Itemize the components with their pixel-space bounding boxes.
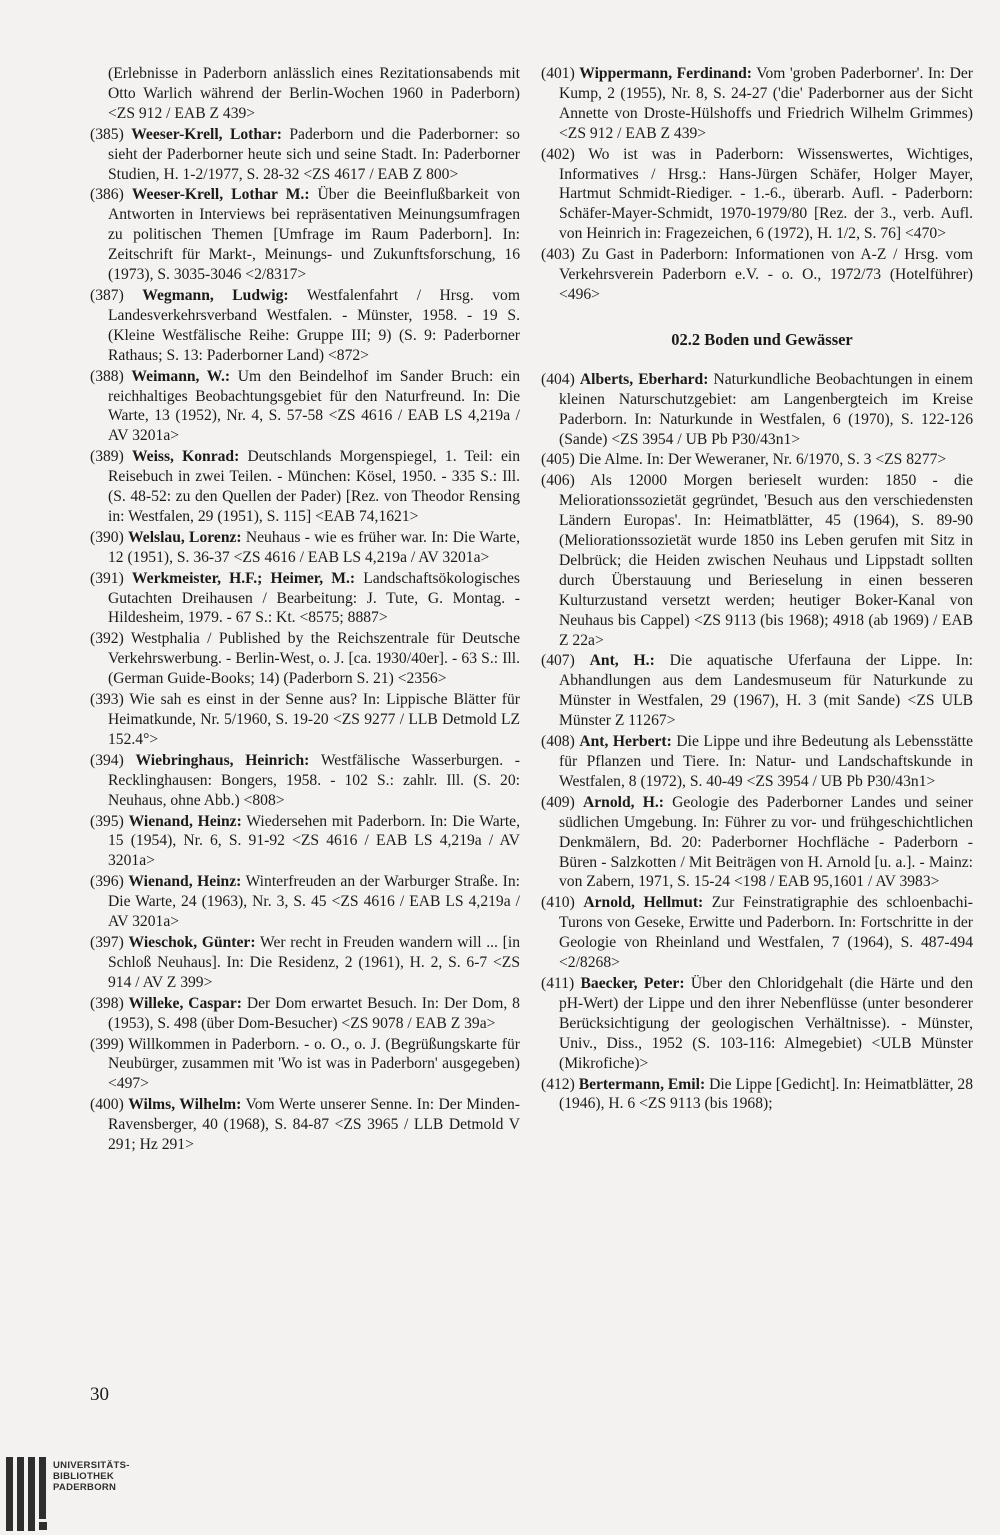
entry-number: (401): [541, 65, 575, 82]
entry-text: Geologie des Paderborner Landes und seiner südlichen Umgebung. In: Führer zu vor- und frühgeschichtlichen Denkmälern, Bd. 20: Paderborner Hochfläche - Paderborn - Büren - Salzkotten / Mit Beiträgen von H. Arnold [u. a.]. - Mainz: von Zabern, 1971, S. 15-24 <198 / EAB 95,1601 / AV 3983>: [559, 793, 973, 891]
entry-text: Naturkundliche Beobachtungen in einem kleinen Naturschutzgebiet: am Langenbergteich im Kreise Paderborn. In: Naturkunde in Westfalen, 6 (1970), S. 122-126 (Sande) <ZS 3954 / UB Pb P30/43n1>: [559, 370, 973, 448]
bibliography-entry: [541, 245, 973, 305]
bibliography-entry: [90, 629, 520, 689]
entry-author: Welslau, Lorenz:: [128, 528, 242, 546]
bibliography-entry: [90, 367, 520, 447]
bibliography-entry: [90, 1095, 520, 1155]
entry-text: Die Lippe und ihre Bedeutung als Lebensstätte für Pflanzen und Tiere. In: Natur- und Landschaftskunde in Westfalen, 8 (1972), S. 40-49 <ZS 3954 / UB Pb P30/43n1>: [559, 733, 974, 790]
bibliography-entry: [541, 974, 973, 1074]
entry-author: Weeser-Krell, Lothar:: [131, 125, 282, 143]
entry-number: (410): [541, 894, 575, 912]
entry-text: Willkommen in Paderborn. - o. O., o. J. (Begrüßungskarte für Neubürger, zusammen mit 'Wo ist was in Paderborn' ausgegeben) <497>: [108, 1035, 520, 1093]
entry-text: Neuhaus - wie es früher war. In: Die Warte, 12 (1951), S. 36-37 <ZS 4616 / EAB LS 4,219a / AV 3201a>: [108, 528, 520, 566]
bibliography-entry: [541, 145, 973, 245]
entry-number: (395): [90, 812, 124, 830]
entry-number: (390): [90, 528, 124, 546]
entry-number: (387): [90, 286, 124, 304]
entry-text: Als 12000 Morgen berieselt wurden: 1850 - die Meliorationssozietät gegründet, 'Besuch aus den verschiedensten Ländern Europas'. In: Heimatblätter, 45 (1964), S. 89-90 (Meliorationssozietät wurde 1850 ins Leben gerufen mit Sitz in Delbrück; die Heiden zwischen Neuhaus und Lippstadt sollten durch Überstauung und Berieselung in einen besseren Kulturzustand versetzt werden; heutiger Boker-Kanal von Neuhaus bis Cappel) <ZS 9113 (bis 1968); 4918 (ab 1969) / EAB Z 22a>: [559, 472, 973, 649]
entry-number: (398): [90, 994, 124, 1012]
entry-text: Über die Beeinflußbarkeit von Antworten in Interviews bei repräsentativen Meinungsumfragen zu politischen Themen [Umfrage im Raum Paderborn]. In: Zeitschrift für Markt-, Meinungs- und Zukunftsforschung, 16 (1973), S. 3035-3046 <2/8317>: [108, 186, 520, 284]
section-heading: 02.2 Boden und Gewässer: [671, 329, 853, 349]
entry-text: Zur Feinstratigraphie des schloenbachi-Turons von Geseke, Erwitte und Paderborn. In: Fortschritte in der Geologie von Rheinland und Westfalen, 7 (1964), S. 487-494 <2/8268>: [559, 894, 973, 972]
entry-author: Bertermann, Emil:: [578, 1075, 706, 1093]
entry-text: Winterfreuden an der Warburger Straße. In: Die Warte, 24 (1963), Nr. 3, S. 45 <ZS 4616 / EAB LS 4,219a / AV 3201a>: [108, 873, 520, 931]
entry-text: Westphalia / Published by the Reichszentrale für Deutsche Verkehrswerbung. - Berlin-West, o. J. [ca. 1930/40er]. - 63 S.: Ill. (German Guide-Books; 14) (Paderborn S. 21) <2356>: [108, 630, 520, 688]
entry-text: Wie sah es einst in der Senne aus? In: Lippische Blätter für Heimatkunde, Nr. 5/1960, S. 19-20 <ZS 9277 / LLB Detmold LZ 152.4°>: [108, 691, 520, 748]
entry-number: (408): [541, 733, 575, 751]
entry-text: Die aquatische Uferfauna der Lippe. In: Abhandlungen aus dem Landesmuseum für Naturkunde zu Münster in Westfalen, 29 (1967), H. 3 (mit Sande) <ZS ULB Münster Z 11267>: [559, 652, 973, 730]
entry-author: Ant, H.:: [589, 652, 655, 670]
bibliography-entry: [541, 471, 973, 650]
bibliography-entry: [541, 793, 973, 893]
left-column: [90, 64, 520, 1156]
bibliography-entry: [90, 569, 520, 629]
entry-text: Vom Werte unserer Senne. In: Der Minden-Ravensberger, 40 (1968), S. 84-87 <ZS 3965 / LLB Detmold V 291; Hz 291>: [108, 1096, 521, 1154]
entry-number: (396): [90, 873, 124, 891]
entry-number: (397): [90, 933, 124, 951]
entry-author: Wippermann, Ferdinand:: [579, 65, 752, 82]
logo-dot-icon: [39, 1522, 47, 1530]
entry-author: Weimann, W.:: [131, 367, 231, 385]
bibliography-entry: [90, 125, 520, 185]
entry-number: (393): [90, 691, 124, 709]
logo-text: UNIVERSITÄTS- BIBLIOTHEK PADERBORN: [53, 1460, 130, 1493]
entry-number: (386): [90, 186, 124, 204]
entry-number: (404): [541, 370, 575, 388]
entry-author: Wienand, Heinz:: [128, 873, 242, 891]
bibliography-entry: [541, 370, 973, 450]
entry-author: Wieschok, Günter:: [128, 933, 256, 951]
bibliography-entry: [90, 185, 520, 285]
entry-text: Paderborn und die Paderborner: so sieht der Paderborner heute sich und seine Stadt. In: Paderborner Studien, H. 1-2/1977, S. 28-32 <ZS 4617 / EAB Z 800>: [108, 125, 520, 183]
entry-author: Alberts, Eberhard:: [579, 370, 709, 388]
bibliography-entry: [90, 528, 520, 568]
entry-number: (407): [541, 652, 575, 670]
bibliography-entry: [90, 751, 520, 811]
entry-number: (399): [90, 1035, 124, 1053]
entry-number: (411): [541, 974, 575, 992]
entry-text: Wer recht in Freuden wandern will ... [in Schloß Neuhaus]. In: Die Residenz, 2 (1961), H. 2, S. 6-7 <ZS 914 / AV Z 399>: [108, 933, 521, 991]
entry-author: Wiebringhaus, Heinrich:: [135, 751, 310, 769]
bibliography-entry: [90, 64, 520, 124]
entry-number: (394): [90, 751, 124, 769]
entry-text: Der Dom erwartet Besuch. In: Der Dom, 8 (1953), S. 498 (über Dom-Besucher) <ZS 9078 / EAB Z 39a>: [108, 994, 520, 1032]
bibliography-entry: [90, 286, 520, 366]
right-column-bottom: [541, 370, 973, 1115]
entry-number: (391): [90, 569, 124, 587]
page-number: 30: [90, 1384, 109, 1405]
entry-text: Deutschlands Morgenspiegel, 1. Teil: ein Reisebuch in zwei Teilen. - München: Kösel, 1950. - 335 S.: Ill. (S. 48-52: zu den Quellen der Pader) [Rez. von Theodor Rensing in: Westfalen, 29 (1951), S. 115] <EAB 74,1621>: [108, 448, 521, 525]
entry-author: Arnold, H.:: [582, 793, 664, 811]
entry-author: Wilms, Wilhelm:: [128, 1096, 242, 1114]
bibliography-entry: [541, 450, 973, 470]
entry-number: (406): [541, 472, 575, 490]
bibliography-entry: [90, 1035, 520, 1095]
entry-number: (400): [90, 1096, 124, 1114]
entry-author: Wegmann, Ludwig:: [142, 286, 289, 304]
library-logo: [0, 1455, 150, 1535]
entry-text: Über den Chloridgehalt (die Härte und den pH-Wert) der Lippe und den ihrer Nebenflüsse (unter besonderer Berücksichtigung der geologischen Verhältnisse). - Münster, Univ., Diss., 1952 (S. 103-116: Almegebiet) <ULB Münster (Mikrofiche)>: [559, 974, 973, 1072]
entry-author: Arnold, Hellmut:: [583, 894, 704, 912]
bibliography-entry: [541, 651, 973, 731]
entry-text: Vom 'groben Paderborner'. In: Der Kump, 2 (1955), Nr. 8, S. 24-27 ('die' Paderborner aus der Sicht Annette von Droste-Hülshoffs und Friedrich Wilhelm Grimmes) <ZS 912 / EAB Z 439>: [559, 65, 973, 142]
entry-author: Werkmeister, H.F.; Heimer, M.:: [131, 569, 356, 587]
entry-text: Westfälische Wasserburgen. - Recklinghausen: Bongers, 1958. - 102 S.: zahlr. Ill. (S. 20: Neuhaus, ohne Abb.) <808>: [108, 751, 520, 809]
entry-text: Westfalenfahrt / Hrsg. vom Landesverkehrsverband Westfalen. - Münster, 1958. - 19 S. (Kleine Westfälische Reihe: Gruppe III; 9) (S. 9: Paderborner Rathaus; S. 13: Paderborner Land) <872>: [108, 286, 520, 364]
bibliography-entry: [90, 994, 520, 1034]
bibliography-entry: [90, 812, 520, 872]
entry-text: Um den Beindelhof im Sander Bruch: ein reichhaltiges Beobachtungsgebiet für den Naturfreund. In: Die Warte, 13 (1952), Nr. 4, S. 57-58 <ZS 4616 / EAB LS 4,219a / AV 3201a>: [108, 367, 520, 445]
entry-text: Wiedersehen mit Paderborn. In: Die Warte, 15 (1954), Nr. 6, S. 91-92 <ZS 4616 / EAB LS 4,219a / AV 3201a>: [108, 812, 520, 870]
entry-text: Landschaftsökologisches Gutachten Dreihausen / Bearbeitung: J. Tute, G. Montag. - Hildesheim, 1979. - 67 S.: Kt. <8575; 8887>: [108, 569, 520, 627]
bibliography-entry: [90, 447, 520, 527]
entry-number: (402): [541, 145, 575, 163]
entry-text: Die Alme. In: Der Weweraner, Nr. 6/1970, S. 3 <ZS 8277>: [578, 451, 947, 469]
right-column: [541, 64, 973, 1115]
entry-author: Baecker, Peter:: [580, 974, 685, 992]
entry-text: Zu Gast in Paderborn: Informationen von A-Z / Hrsg. vom Verkehrsverein Paderborn e.V. - o. O., 1972/73 (Hotelführer) <496>: [559, 246, 973, 303]
entry-author: Wienand, Heinz:: [128, 812, 242, 830]
entry-number: (389): [90, 448, 124, 466]
bibliography-entry: [541, 64, 973, 144]
entry-number: (412): [541, 1075, 575, 1093]
bibliography-entry: [541, 893, 973, 973]
entry-author: Weiss, Konrad:: [131, 448, 240, 466]
entry-text: Die Lippe [Gedicht]. In: Heimatblätter, 28 (1946), H. 6 <ZS 9113 (bis 1968);: [559, 1075, 974, 1113]
entry-number: (385): [90, 125, 124, 143]
entry-number: (392): [90, 630, 124, 648]
bibliography-entry: [90, 933, 520, 993]
entry-number: (405): [541, 451, 575, 469]
bibliography-entry: [90, 872, 520, 932]
entry-author: Willeke, Caspar:: [128, 994, 242, 1012]
entry-text: Wo ist was in Paderborn: Wissenswertes, Wichtiges, Informatives / Hrsg.: Hans-Jürgen Schäfer, Holger Mayer, Hartmut Schmidt-Riediger. - 1.-6., überarb. Aufl. - Paderborn: Schäfer-Mayer-Schmidt, 1970-1979/80 [Rez. der 3., verb. Aufl. von Heinrich in: Fragezeichen, 6 (1972), H. 1/2, S. 76] <470>: [559, 145, 973, 243]
entry-author: Ant, Herbert:: [579, 733, 672, 751]
entry-number: (409): [541, 793, 575, 811]
entry-text: (Erlebnisse in Paderborn anlässlich eines Rezitationsabends mit Otto Warlich während der Berlin-Wochen 1960 in Paderborn) <ZS 912 / EAB Z 439>: [108, 65, 520, 122]
logo-bars-icon: [6, 1457, 46, 1531]
bibliography-entry: [541, 732, 973, 792]
bibliography-entry: [541, 1075, 973, 1115]
entry-number: (388): [90, 367, 124, 385]
entry-author: Weeser-Krell, Lothar M.:: [131, 186, 310, 204]
right-column-top: [541, 64, 973, 305]
bibliography-entry: [90, 690, 520, 750]
entry-number: (403): [541, 246, 575, 264]
